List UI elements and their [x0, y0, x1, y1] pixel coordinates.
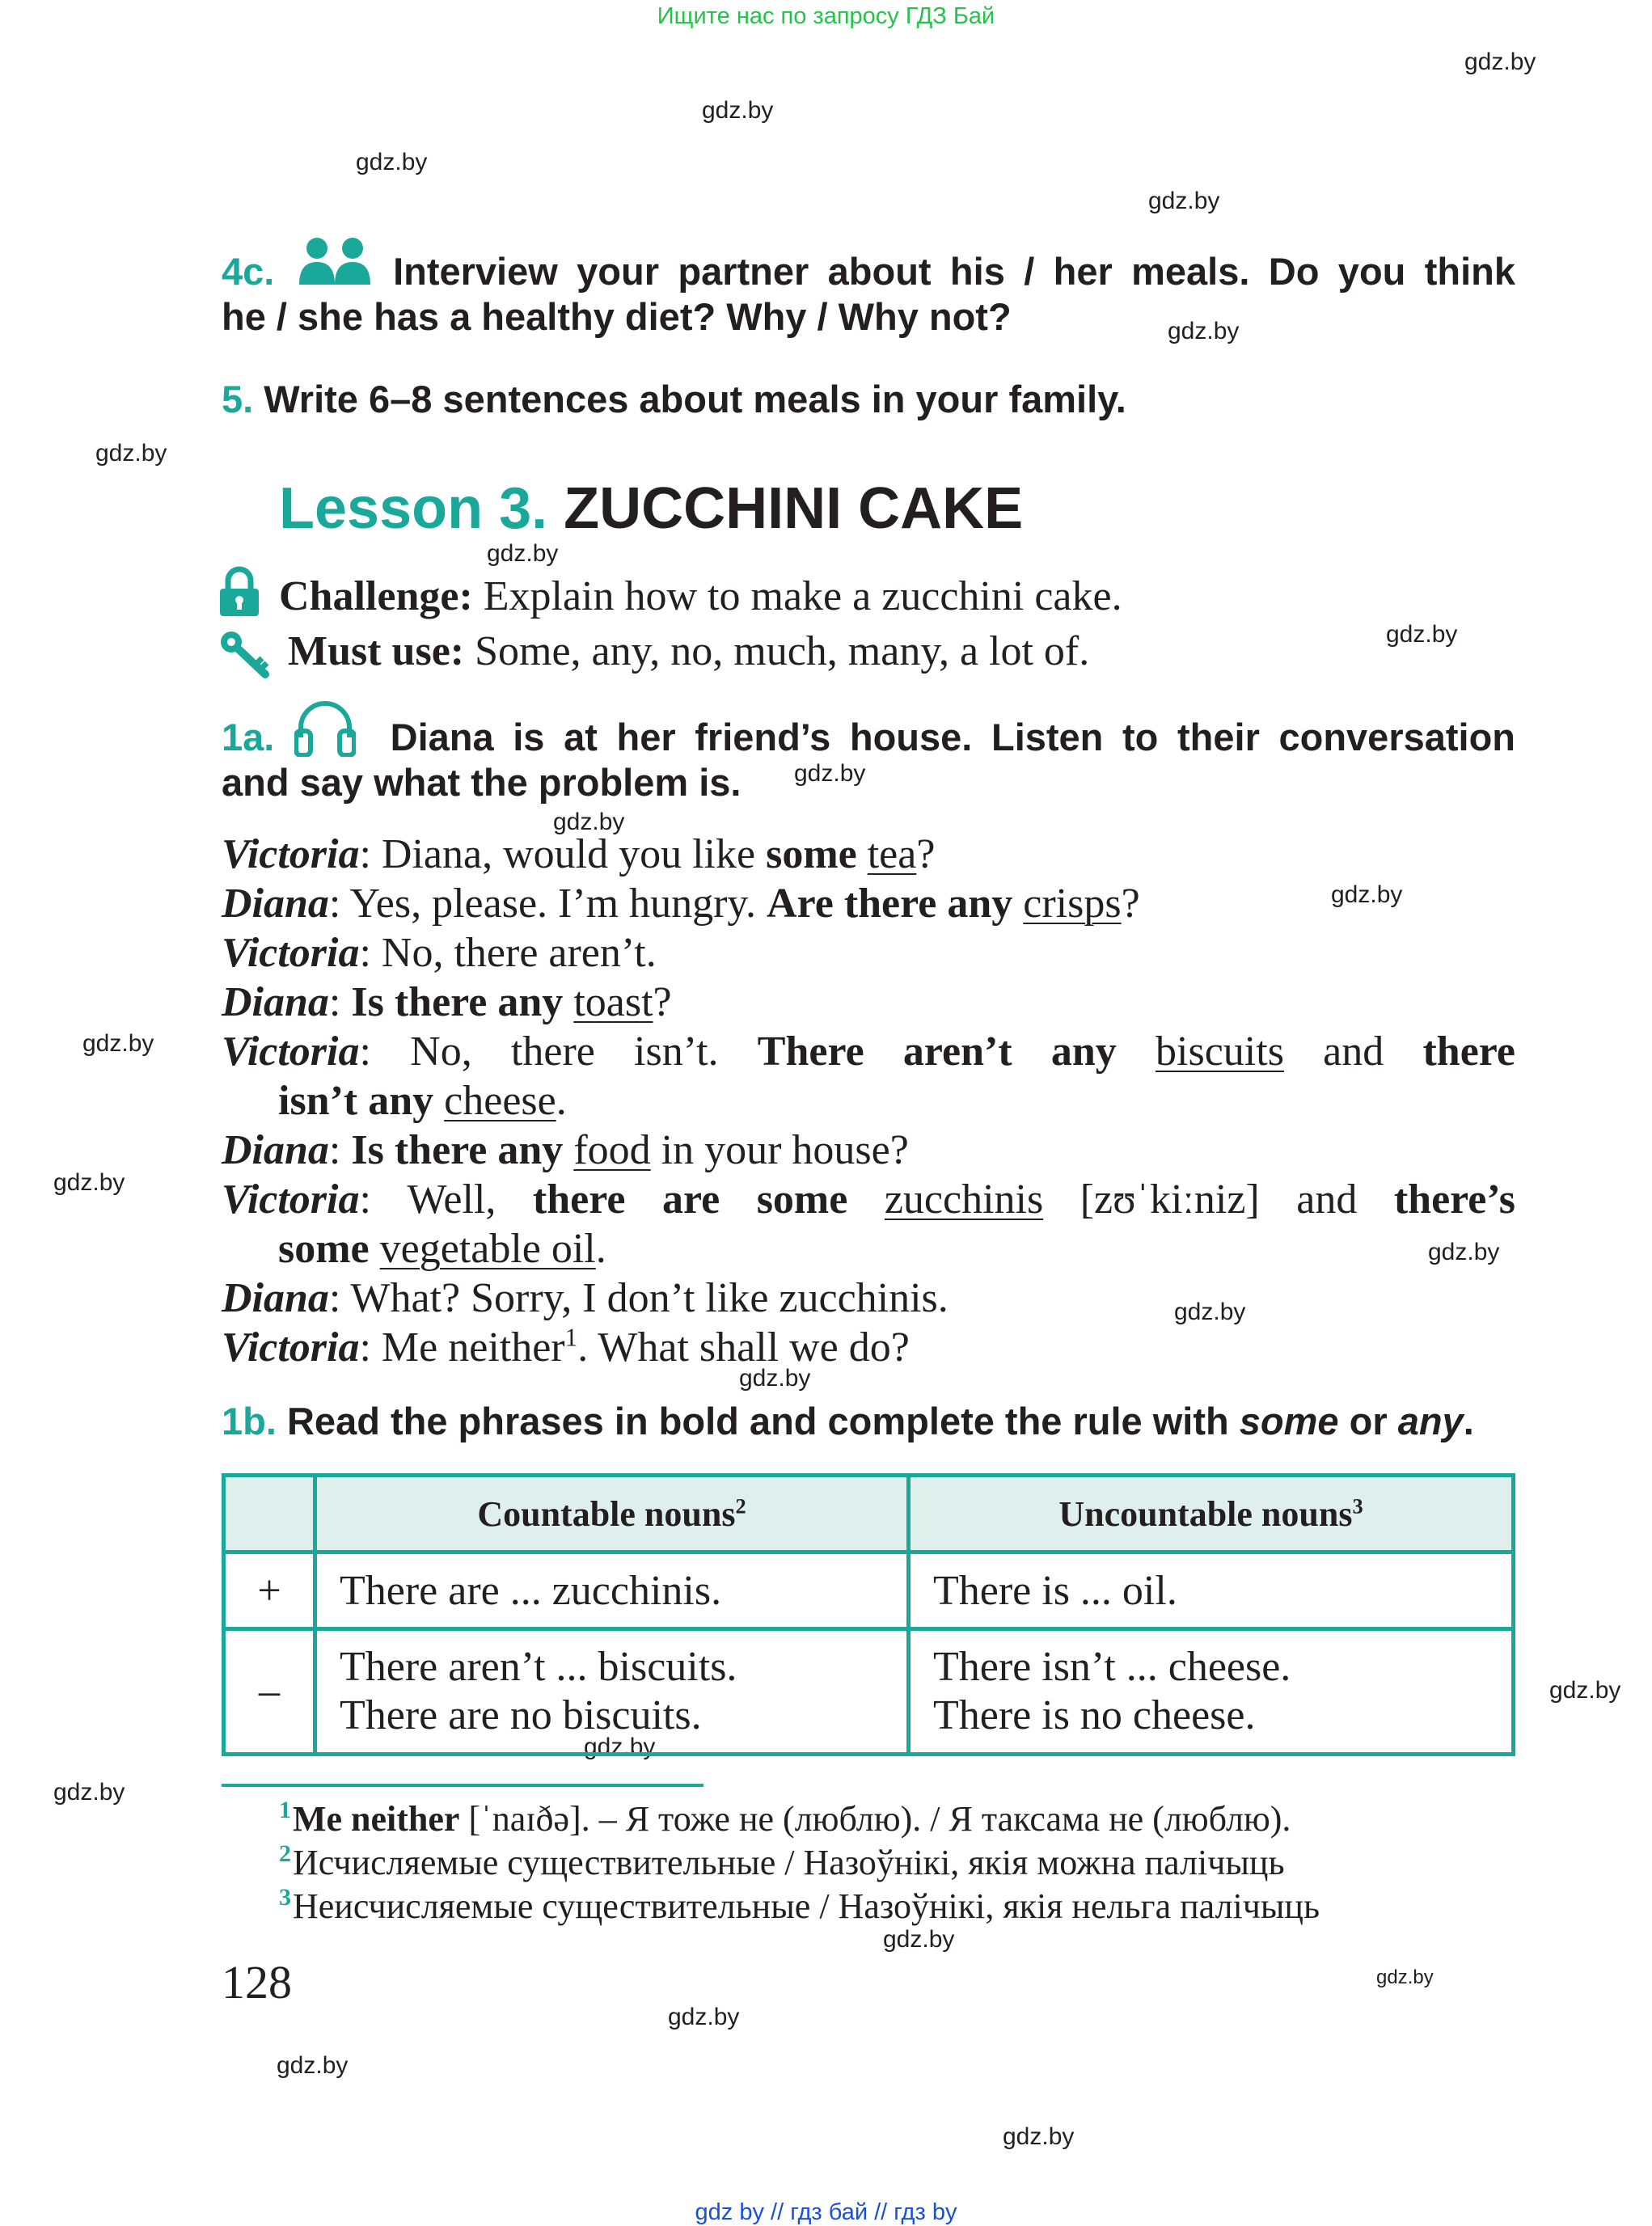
table-cell: There isn’t ... cheese. There is no cheese.: [909, 1629, 1514, 1755]
task-text: Diana is at her friend’s house. Listen to their conversation: [390, 716, 1516, 758]
task-5: [222, 377, 1126, 421]
footnote: $^3$Неисчисляемые существительные / Назоўнікі, якія нельга палічыць: [279, 1884, 1320, 1926]
task-text: he / she has a healthy diet? Why / Why not?: [222, 295, 1012, 338]
column-header-uncountable: Uncountable nouns$^3$: [909, 1476, 1514, 1552]
must-use-text: Some, any, no, much, many, a lot of.: [475, 628, 1090, 674]
pair-work-icon: [298, 236, 372, 286]
column-header-countable: Countable nouns$^2$: [315, 1476, 909, 1552]
watermark: gdz.by: [53, 1169, 125, 1196]
bottom-banner[interactable]: gdz by // гдз бай // гдз by: [695, 2199, 957, 2225]
table-row: [224, 1629, 1514, 1755]
dialogue-line: some vegetable oil.: [278, 1226, 606, 1272]
task-4c: [222, 249, 1515, 340]
page-number: 128: [222, 1956, 292, 2008]
must-use-label: Must use:: [288, 628, 465, 674]
dialogue-line: Diana: Is there any food in your house?: [222, 1127, 909, 1173]
watermark: gdz.by: [53, 1779, 125, 1806]
lesson-title: [279, 475, 1023, 542]
speaker-diana: Diana: [222, 1275, 329, 1321]
dialogue-line: Victoria: Well, there are some zucchinis [zʊˈkiːniz] and there’s: [222, 1176, 1515, 1223]
watermark: gdz.by: [1549, 1677, 1621, 1704]
challenge: [279, 572, 1122, 620]
table-row: [224, 1552, 1514, 1629]
watermark: gdz.by: [1003, 2123, 1075, 2150]
task-number: 5.: [222, 378, 254, 420]
watermark: gdz.by: [1386, 621, 1458, 648]
task-number: 1a.: [222, 716, 275, 758]
dialogue-line: isn’t any cheese.: [278, 1078, 567, 1124]
speaker-diana: Diana: [222, 979, 329, 1025]
task-1a: [222, 715, 1515, 805]
watermark: gdz.by: [277, 2052, 349, 2079]
dialogue-line: Victoria: No, there isn’t. There aren’t any biscuits and there: [222, 1029, 1515, 1075]
dialogue-line: Victoria: Me neither$^1$. What shall we do?: [222, 1323, 910, 1371]
challenge-label: Challenge:: [279, 573, 473, 619]
watermark: gdz.by: [1168, 318, 1240, 344]
watermark: gdz.by: [1428, 1239, 1500, 1265]
watermark: gdz.by: [95, 440, 167, 467]
task-number: 4c.: [222, 250, 275, 293]
challenge-text: Explain how to make a zucchini cake.: [483, 573, 1122, 619]
speaker-victoria: Victoria: [222, 930, 360, 976]
lesson-name: ZUCCHINI CAKE: [564, 476, 1024, 541]
speaker-diana: Diana: [222, 1127, 329, 1173]
watermark: gdz.by: [1148, 188, 1220, 214]
watermark: gdz.by: [1376, 1966, 1434, 1988]
task-text: and say what the problem is.: [222, 761, 741, 804]
watermark: gdz.by: [1331, 881, 1403, 908]
footnote: $^1$Me neither [ˈnaɪðə]. – Я тоже не (люблю). / Я таксама не (люблю).: [279, 1797, 1291, 1839]
watermark: gdz.by: [883, 1926, 955, 1953]
dialogue-line: Diana: Is there any toast?: [222, 979, 672, 1025]
watermark: gdz.by: [1464, 49, 1536, 75]
speaker-victoria: Victoria: [222, 1176, 360, 1223]
rule-table: [222, 1473, 1515, 1756]
task-text: Interview your partner about his / her meals. Do you think: [393, 250, 1515, 293]
plus-sign: +: [224, 1552, 315, 1629]
dialogue-line: Victoria: Diana, would you like some tea?: [222, 831, 936, 877]
table-cell: There is ... oil.: [909, 1552, 1514, 1629]
must-use: [288, 627, 1089, 675]
task-number: 1b.: [222, 1400, 277, 1442]
footnote-ref: 1: [564, 1323, 578, 1352]
watermark: gdz.by: [584, 1734, 656, 1760]
dialogue-line: Diana: Yes, please. I’m hungry. Are there any crisps?: [222, 881, 1140, 927]
watermark: gdz.by: [356, 149, 428, 175]
lesson-number: Lesson 3.: [279, 476, 548, 541]
watermark: gdz.by: [82, 1030, 154, 1057]
task-text: Write 6–8 sentences about meals in your family.: [264, 378, 1126, 420]
minus-sign: –: [224, 1629, 315, 1755]
watermark: gdz.by: [1174, 1299, 1246, 1325]
watermark: gdz.by: [702, 97, 774, 124]
watermark: gdz.by: [794, 760, 866, 787]
lock-icon: [218, 566, 260, 618]
watermark: gdz.by: [487, 540, 559, 567]
watermark: gdz.by: [668, 2004, 740, 2030]
speaker-diana: Diana: [222, 881, 329, 927]
table-cell: There are ... zucchinis.: [315, 1552, 909, 1629]
speaker-victoria: Victoria: [222, 1324, 360, 1371]
table-cell: There aren’t ... biscuits. There are no biscuits.: [315, 1629, 909, 1755]
task-1b: 1b. Read the phrases in bold and complete the rule with some or any.: [222, 1400, 1474, 1442]
footnote: $^2$Исчисляемые существительные / Назоўнікі, якія можна палічыць: [279, 1840, 1285, 1882]
dialogue-line: Victoria: No, there aren’t.: [222, 930, 657, 976]
watermark: gdz.by: [739, 1365, 811, 1392]
table-header-row: [224, 1476, 1514, 1552]
dialogue: [222, 830, 1515, 1372]
top-banner[interactable]: Ищите нас по запросу ГДЗ Бай: [657, 3, 995, 29]
dialogue-line: Diana: What? Sorry, I don’t like zucchinis.: [222, 1275, 949, 1321]
speaker-victoria: Victoria: [222, 831, 360, 877]
speaker-victoria: Victoria: [222, 1029, 360, 1075]
watermark: gdz.by: [553, 809, 625, 835]
table-corner: [224, 1476, 315, 1552]
footnote-divider: [222, 1784, 703, 1787]
key-icon: [218, 629, 272, 679]
